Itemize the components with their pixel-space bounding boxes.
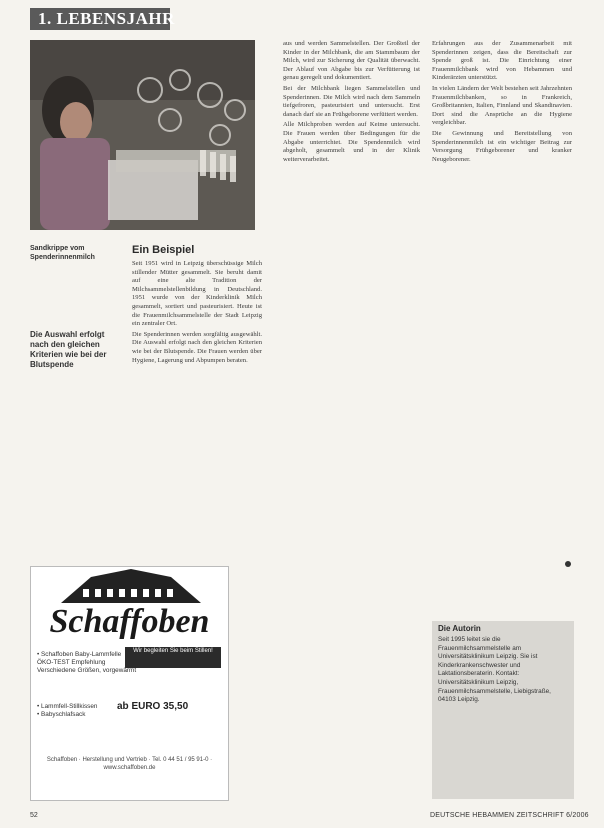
ad-list-item: • Babyschlafsack xyxy=(37,711,86,718)
advertisement[interactable] xyxy=(30,566,229,801)
article-paragraph: Alle Milchproben werden auf Keime untersucht. Die Frauen werden über Bedingungen für die Abgabe unterrichtet. Die Spendenmilch wird abgeholt, gesammelt und in der Klinik weiterverarbeitet. xyxy=(283,121,420,163)
ad-price: ab EURO 35,50 xyxy=(117,701,189,712)
article-paragraph: In vielen Ländern der Welt bestehen seit Jahrzehnten Frauenmilchbanken, so in Frankreich, Großbritannien, Italien, Finnland und Skandinavien. Dort sind die Ansprüche an die Hygiene vergleichbar. xyxy=(432,84,572,127)
article-paragraph: Seit 1951 wird in Leipzig überschüssige Milch stillender Mütter gesammelt. Sie beruht damit auf eine alte Tradition der Milchsammelstellenbildung in Deutschland. 1951 wurde von der Kinderklinik Milch gesammelt, sortiert und pasteurisiert. Heute ist die Frauenmilchsammelstelle der Stadt Leipzig ein zentraler Ort. xyxy=(132,260,262,328)
article-column-3 xyxy=(432,40,572,166)
ad-list-item: • Schaffoben Baby-Lammfelle xyxy=(37,651,122,658)
author-box-text: Seit 1995 leitet sie die Frauenmilchsammelstelle am Universitätsklinikum Leipzig. Sie ist Kinderkrankenschwester und Laktationsberaterin. Kontakt: Universitätsklinikum Leipzig, Frauenmilchsammelstelle, Liebigstraße, 04103 Leipzig. xyxy=(438,636,551,704)
ad-list-item: Verschiedene Größen, vorgewärmt xyxy=(37,667,137,674)
section-header-title: 1. LEBENSJAHR xyxy=(38,9,175,28)
article-column-2 xyxy=(283,40,420,166)
article-paragraph: Die Spenderinnen werden sorgfältig ausgewählt. Die Auswahl erfolgt nach den gleichen Kriterien wie bei der Blutspende. Die Frauen werden über Hygiene, Lagerung und Abpumpen beraten. xyxy=(132,330,262,364)
ad-brand-name: Schaffoben xyxy=(49,603,210,640)
photo-illustration xyxy=(30,40,255,230)
author-box-heading: Die Autorin xyxy=(438,624,481,633)
article-paragraph: Erfahrungen aus der Zusammenarbeit mit Spenderinnen zeigen, dass die Bereitschaft zur Spende groß ist. Die Einrichtung einer Frauenmilchbank wird von Hebammen und Kinderärzten unterstützt. xyxy=(432,40,572,82)
ad-list-item: • Lammfell-Stillkissen xyxy=(37,703,98,710)
article-heading: Ein Beispiel xyxy=(132,244,195,256)
house-logo-icon xyxy=(31,567,228,607)
article-column-1 xyxy=(132,260,262,367)
ad-tagline-badge: Wir begleiten Sie beim Stillen! xyxy=(125,647,221,668)
sidebar-pull-quote: Die Auswahl erfolgt nach den gleichen Kriterien wie bei der Blutspende xyxy=(30,330,107,369)
page-number: 52 xyxy=(30,812,38,819)
article-paragraph: Bei der Milchbank liegen Sammelstellen und Spenderinnen. Die Milch wird nach dem Sammeln tiefgefroren, pasteurisiert und untersucht. Erst danach darf sie an Frühgeborene verfüttert werden. xyxy=(283,84,420,118)
journal-name: DEUTSCHE HEBAMMEN ZEITSCHRIFT 6/2006 xyxy=(430,812,589,819)
photo-caption: Sandkrippe vom Spenderinnenmilch xyxy=(30,245,95,261)
article-photo xyxy=(30,40,255,230)
ad-list-item: ÖKO-TEST Empfehlung xyxy=(37,659,106,666)
article-paragraph: aus und werden Sammelstellen. Der Großteil der Kinder in der Milchbank, die am Stammbaum der Milch, wird zur Sicherung der Qualität überwacht. Der Ablauf von Abgabe bis zur Verfütterung ist genau geregelt und dokumentiert. xyxy=(283,40,420,82)
article-paragraph: Die Gewinnung und Bereitstellung von Spenderinnenmilch ist ein wichtiger Beitrag zur Versorgung Frühgeborener und kranker Neugeborener. xyxy=(432,129,572,163)
end-of-article-bullet-icon xyxy=(565,561,571,567)
ad-contact-footer[interactable]: Schaffoben · Herstellung und Vertrieb · Tel. 0 44 51 / 95 91-0 · www.schaffoben.de xyxy=(46,757,213,771)
